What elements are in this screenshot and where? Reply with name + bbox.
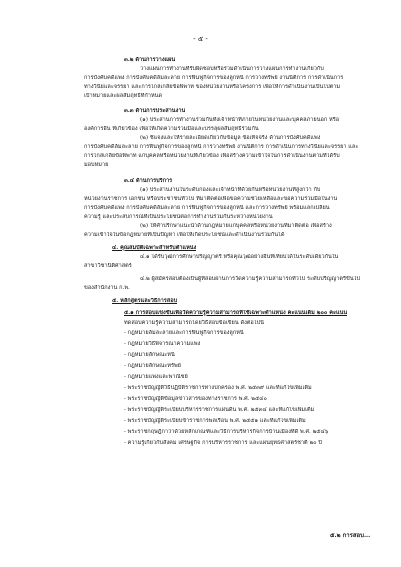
page-footer-continuation: ๕.๒ การสอบ... <box>330 532 371 539</box>
paragraph-line: (๑) ประสานงานในระดับกองและเจ้าหน้าที่ด้วยกันหรือหน่วยงานที่สูงกว่า กับ <box>140 187 321 193</box>
list-item: - ความรู้เกี่ยวกับสังคม เศรษฐกิจ การบริหารราชการ และแผนยุทธศาสตร์ชาติ ๒๐ ปี <box>124 440 322 446</box>
paragraph-line: (๑) ประสานการทำงานร่วมกันทั้งเจ้าหน้าที่ภายในหน่วยงานและบุคคลภายนอก หรือ <box>140 117 340 123</box>
paragraph-line: การบังคับคดีแพ่ง การบังคับคดีล้มละลาย การฟื้นฟูกิจการของลูกหนี้ การวางทรัพย์ งานนิติการ การดำเนินการ <box>84 75 344 81</box>
list-item: - กฎหมายแพ่งและพาณิชย์ <box>124 374 188 380</box>
heading-3-2: ๓.๒ ด้านการวางแผน <box>124 57 176 63</box>
paragraph-line: องค์การอื่น ที่เกี่ยวข้อง เพื่อให้เกิดความร่วมมือและบรรลุผลสัมฤทธิ์ร่วมกัน <box>84 126 259 132</box>
paragraph-line: ๔.๒ ผู้สมัครสอบต้องเป็นผู้ที่สอบผ่านการวัดความรู้ความสามารถทั่วไป ระดับปริญญาตรีขึ้นไป <box>140 276 361 282</box>
heading-section-5: ๕. หลักสูตรและวิธีการสอบ <box>112 298 178 304</box>
paragraph-line: (๒) ให้คำปรึกษาแนะนำด้านกฎหมายแก่บุคคลหรือหน่วยงานที่มาติดต่อ เพื่อสร้าง <box>140 223 332 229</box>
paragraph-line: เป้าหมายและผลสัมฤทธิ์ที่กำหนด <box>84 93 163 99</box>
list-item: - กฎหมายลักษณะหนี้ <box>124 352 175 358</box>
list-item: - พระราชบัญญัติวิธีปฏิบัติราชการทางปกครอง พ.ศ. ๒๕๓๙ และที่แก้ไขเพิ่มเติม <box>124 385 312 391</box>
heading-section-4: ๔. คุณสมบัติเฉพาะสำหรับตำแหน่ง <box>112 245 197 251</box>
paragraph-line: ทางวินัยและจรรยา และการไกล่เกลี่ยข้อพิพาท ของหน่วยงานหรือโครงการ เพื่อให้การดำเนินงานเป็นไปตาม <box>84 84 341 90</box>
paragraph-line: หน่วยงานราชการ เอกชน หรือประชาชนทั่วไป ที่มาติดต่อเพื่อขอความช่วยเหลือและขอความร่วมมือในงาน <box>84 196 338 202</box>
list-item: - กฎหมายล้มละลายและการฟื้นฟูกิจการของลูกหนี้ <box>124 330 244 336</box>
paragraph-line: การไกล่เกลี่ยข้อพิพาท แก่บุคคลหรือหน่วยงานที่เกี่ยวข้อง เพื่อสร้างความเข้าใจในการดำเนินงานตามที่ได้รับ <box>84 153 340 159</box>
list-item: - พระราชกฤษฎีกาว่าด้วยหลักเกณฑ์และวิธีการบริหารกิจการบ้านเมืองที่ดี พ.ศ. ๒๕๔๖ <box>124 429 329 435</box>
paragraph-line: ทดสอบความรู้ความสามารถโดยวิธีสอบข้อเขียน ดังต่อไปนี้ <box>124 320 264 326</box>
paragraph-line: ความรู้ และประสบการณ์ที่เป็นประโยชน์ต่อการทำงานร่วมกันระหว่างหน่วยงาน <box>84 214 273 220</box>
heading-3-3: ๓.๓ ด้านการประสานงาน <box>124 108 186 114</box>
paragraph-line: การบังคับคดีแพ่ง การบังคับคดีล้มละลาย การฟื้นฟูกิจการของลูกหนี้ และการวางทรัพย์ พร้อมแลกเปลี่ยน <box>84 205 330 211</box>
paragraph-line: ๔.๑ ได้รับวุฒิการศึกษาปริญญาตรี หรือคุณวุฒิอย่างอื่นที่เทียบได้ในระดับเดียวกันใน <box>140 254 339 260</box>
heading-5-1: ๕.๑ การสอบแข่งขันเพื่อวัดความรู้ความสามารถที่ใช้เฉพาะตำแหน่ง คะแนนเต็ม ๒๐๐ คะแนน <box>124 310 348 316</box>
page-number: - ๕ - <box>193 35 208 43</box>
paragraph-line: วางแผนการทำงานที่รับผิดชอบหรือร่วมดำเนินการวางแผนการทำงานเกี่ยวกับ <box>140 66 324 72</box>
list-item: - พระราชบัญญัติระเบียบบริหารราชการแผ่นดิน พ.ศ. ๒๕๓๔ และที่แก้ไขเพิ่มเติม <box>124 407 315 413</box>
list-item: - กฎหมายลักษณะทรัพย์ <box>124 363 181 369</box>
paragraph-line: การบังคับคดีล้มละลาย การฟื้นฟูกิจการของลูกหนี้ การวางทรัพย์ งานนิติการ การดำเนินการทางวินัยและจรรยา และ <box>84 144 359 150</box>
list-item: - พระราชบัญญัติข้อมูลข่าวสารของทางราชการ พ.ศ. ๒๕๔๐ <box>124 396 267 402</box>
list-item: - กฎหมายวิธีพิจารณาความแพ่ง <box>124 341 201 347</box>
paragraph-line: มอบหมาย <box>84 162 109 168</box>
list-item: - พระราชบัญญัติระเบียบข้าราชการพลเรือน พ.ศ. ๒๕๕๑ และที่แก้ไขเพิ่มเติม <box>124 418 306 424</box>
paragraph-line: สาขาวิชานิติศาสตร์ <box>84 263 132 269</box>
paragraph-line: ของสำนักงาน ก.พ. <box>84 285 130 291</box>
paragraph-line: (๒) ชี้แจงและให้รายละเอียดเกี่ยวกับข้อมูล ข้อเท็จจริง ด้านการบังคับคดีแพ่ง <box>140 135 321 141</box>
heading-3-4: ๓.๔ ด้านการบริการ <box>124 178 173 184</box>
paragraph-line: ความเข้าใจในข้อกฎหมายที่เป็นปัญหา เพื่อให้เกิดประโยชน์และดำเนินงานร่วมกันได้ <box>84 232 285 238</box>
